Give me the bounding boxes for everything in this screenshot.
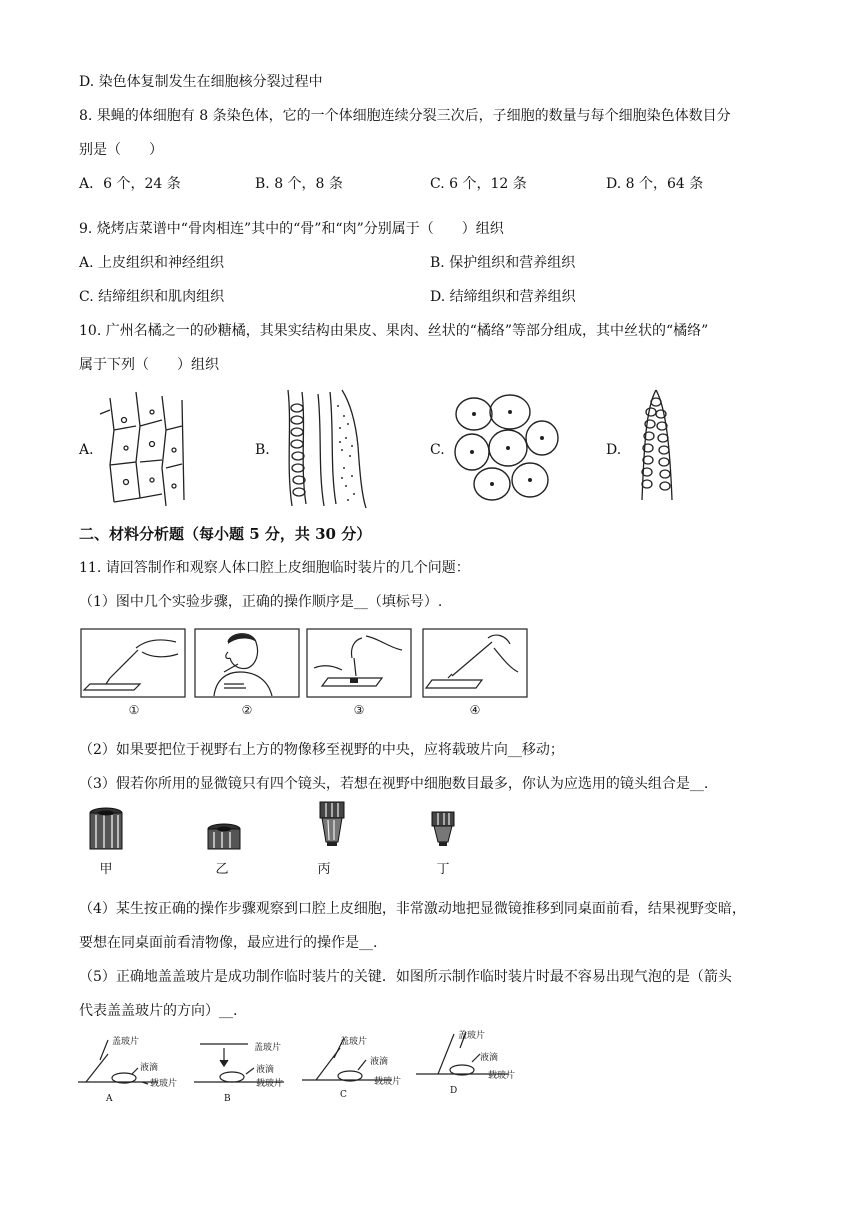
lens-jia-label: 甲 <box>99 862 113 877</box>
q10-option-b-label: B. <box>255 442 270 458</box>
coverslip-option-b: B <box>224 1094 231 1104</box>
coverslip-b-label-coverslip: 盖玻片 <box>254 1043 282 1053</box>
coverslip-d-label-coverslip: 盖玻片 <box>458 1031 486 1041</box>
q11-step-4-label: ④ <box>469 703 481 717</box>
q9-option-b: B. 保护组织和营养组织 <box>430 255 576 271</box>
q10-stem-line2: 属于下列（ ）组织 <box>79 357 219 373</box>
lens-bing-figure <box>314 800 350 850</box>
q10-option-d-label: D. <box>606 442 622 458</box>
q11-sub5-line1: （5）正确地盖盖玻片是成功制作临时装片的关键．如图所示制作临时装片时最不容易出现气泡的是（箭头 <box>79 969 732 985</box>
q7-option-d: D. 染色体复制发生在细胞核分裂过程中 <box>79 74 323 90</box>
coverslip-b-label-slide: 载玻片 <box>256 1079 284 1089</box>
q10-option-a-label: A． <box>79 442 104 458</box>
q11-step-4-figure <box>422 628 528 698</box>
coverslip-a-label-slide: 载玻片 <box>150 1079 178 1089</box>
q11-sub4-line1: （4）某生按正确的操作步骤观察到口腔上皮细胞，非常激动地把显微镜推移到同桌面前看，结果视野变暗， <box>79 901 746 917</box>
lens-jia-figure <box>86 806 126 854</box>
lens-yi-figure <box>204 822 244 854</box>
q10-option-c-label: C. <box>430 442 445 458</box>
q11-stem: 11. 请回答制作和观察人体口腔上皮细胞临时装片的几个问题： <box>79 560 470 576</box>
coverslip-c-label-coverslip: 盖玻片 <box>340 1037 368 1047</box>
q9-option-d: D. 结缔组织和营养组织 <box>430 289 576 305</box>
q11-sub2: （2）如果要把位于视野右上方的物像移至视野的中央，应将载玻片向__移动； <box>79 742 564 758</box>
q10-stem-line1: 10. 广州名橘之一的砂糖橘，其果实结构由果皮、果肉、丝状的“橘络”等部分组成，其中丝状的“橘络” <box>79 323 709 339</box>
lens-yi-label: 乙 <box>215 862 229 877</box>
coverslip-a-label-coverslip: 盖玻片 <box>112 1037 140 1047</box>
q11-step-3-figure <box>306 628 412 698</box>
section-2-title: 二、材料分析题（每小题 5 分，共 30 分） <box>79 525 372 543</box>
q9-option-c: C. 结缔组织和肌肉组织 <box>79 289 225 305</box>
coverslip-d-label-droplet: 液滴 <box>480 1053 499 1063</box>
q11-step-1-figure <box>80 628 186 698</box>
q11-step-2-label: ② <box>241 703 253 717</box>
q11-sub3: （3）假若你所用的显微镜只有四个镜头，若想在视野中细胞数目最多，你认为应选用的镜头组合是__. <box>79 776 709 792</box>
q11-sub4-line2: 要想在同桌面前看清物像，最应进行的操作是__. <box>79 935 378 951</box>
q10-figure-d-cell-chain <box>636 388 676 504</box>
q9-option-a: A. 上皮组织和神经组织 <box>79 255 225 271</box>
q11-step-2-figure <box>194 628 300 698</box>
q8-option-d: D. 8 个，64 条 <box>606 176 704 192</box>
q8-option-a: A．6 个，24 条 <box>79 176 181 192</box>
q11-step-1-label: ① <box>128 703 140 717</box>
q10-figure-c-round-cells <box>452 390 562 506</box>
q11-sub1: （1）图中几个实验步骤，正确的操作顺序是__（填标号）. <box>79 594 443 610</box>
q8-option-b: B. 8 个，8 条 <box>255 176 343 192</box>
q9-stem: 9. 烧烤店菜谱中“骨肉相连”其中的“骨”和“肉”分别属于（ ）组织 <box>79 221 504 237</box>
coverslip-a-label-droplet: 液滴 <box>140 1063 159 1073</box>
lens-ding-label: 丁 <box>436 862 450 877</box>
coverslip-c-label-slide: 载玻片 <box>374 1077 402 1087</box>
coverslip-b-label-droplet: 液滴 <box>256 1065 275 1075</box>
q10-figure-a-plant-cells <box>96 390 188 510</box>
lens-ding-figure <box>428 810 458 850</box>
q8-stem-line1: 8. 果蝇的体细胞有 8 条染色体，它的一个体细胞连续分裂三次后，子细胞的数量与每个细胞染色体数目分 <box>79 108 731 124</box>
coverslip-option-c: C <box>340 1090 347 1100</box>
q11-step-3-label: ③ <box>353 703 365 717</box>
q8-stem-line2: 别是（ ） <box>79 142 163 158</box>
q8-option-c: C. 6 个，12 条 <box>430 176 527 192</box>
lens-bing-label: 丙 <box>317 862 331 877</box>
q10-figure-b-vessel <box>282 386 372 510</box>
coverslip-option-d: D <box>450 1086 458 1096</box>
coverslip-c-label-droplet: 液滴 <box>370 1057 389 1067</box>
coverslip-d-label-slide: 载玻片 <box>488 1071 516 1081</box>
q11-sub5-line2: 代表盖盖玻片的方向）__. <box>79 1003 238 1019</box>
coverslip-option-a: A <box>106 1094 113 1104</box>
